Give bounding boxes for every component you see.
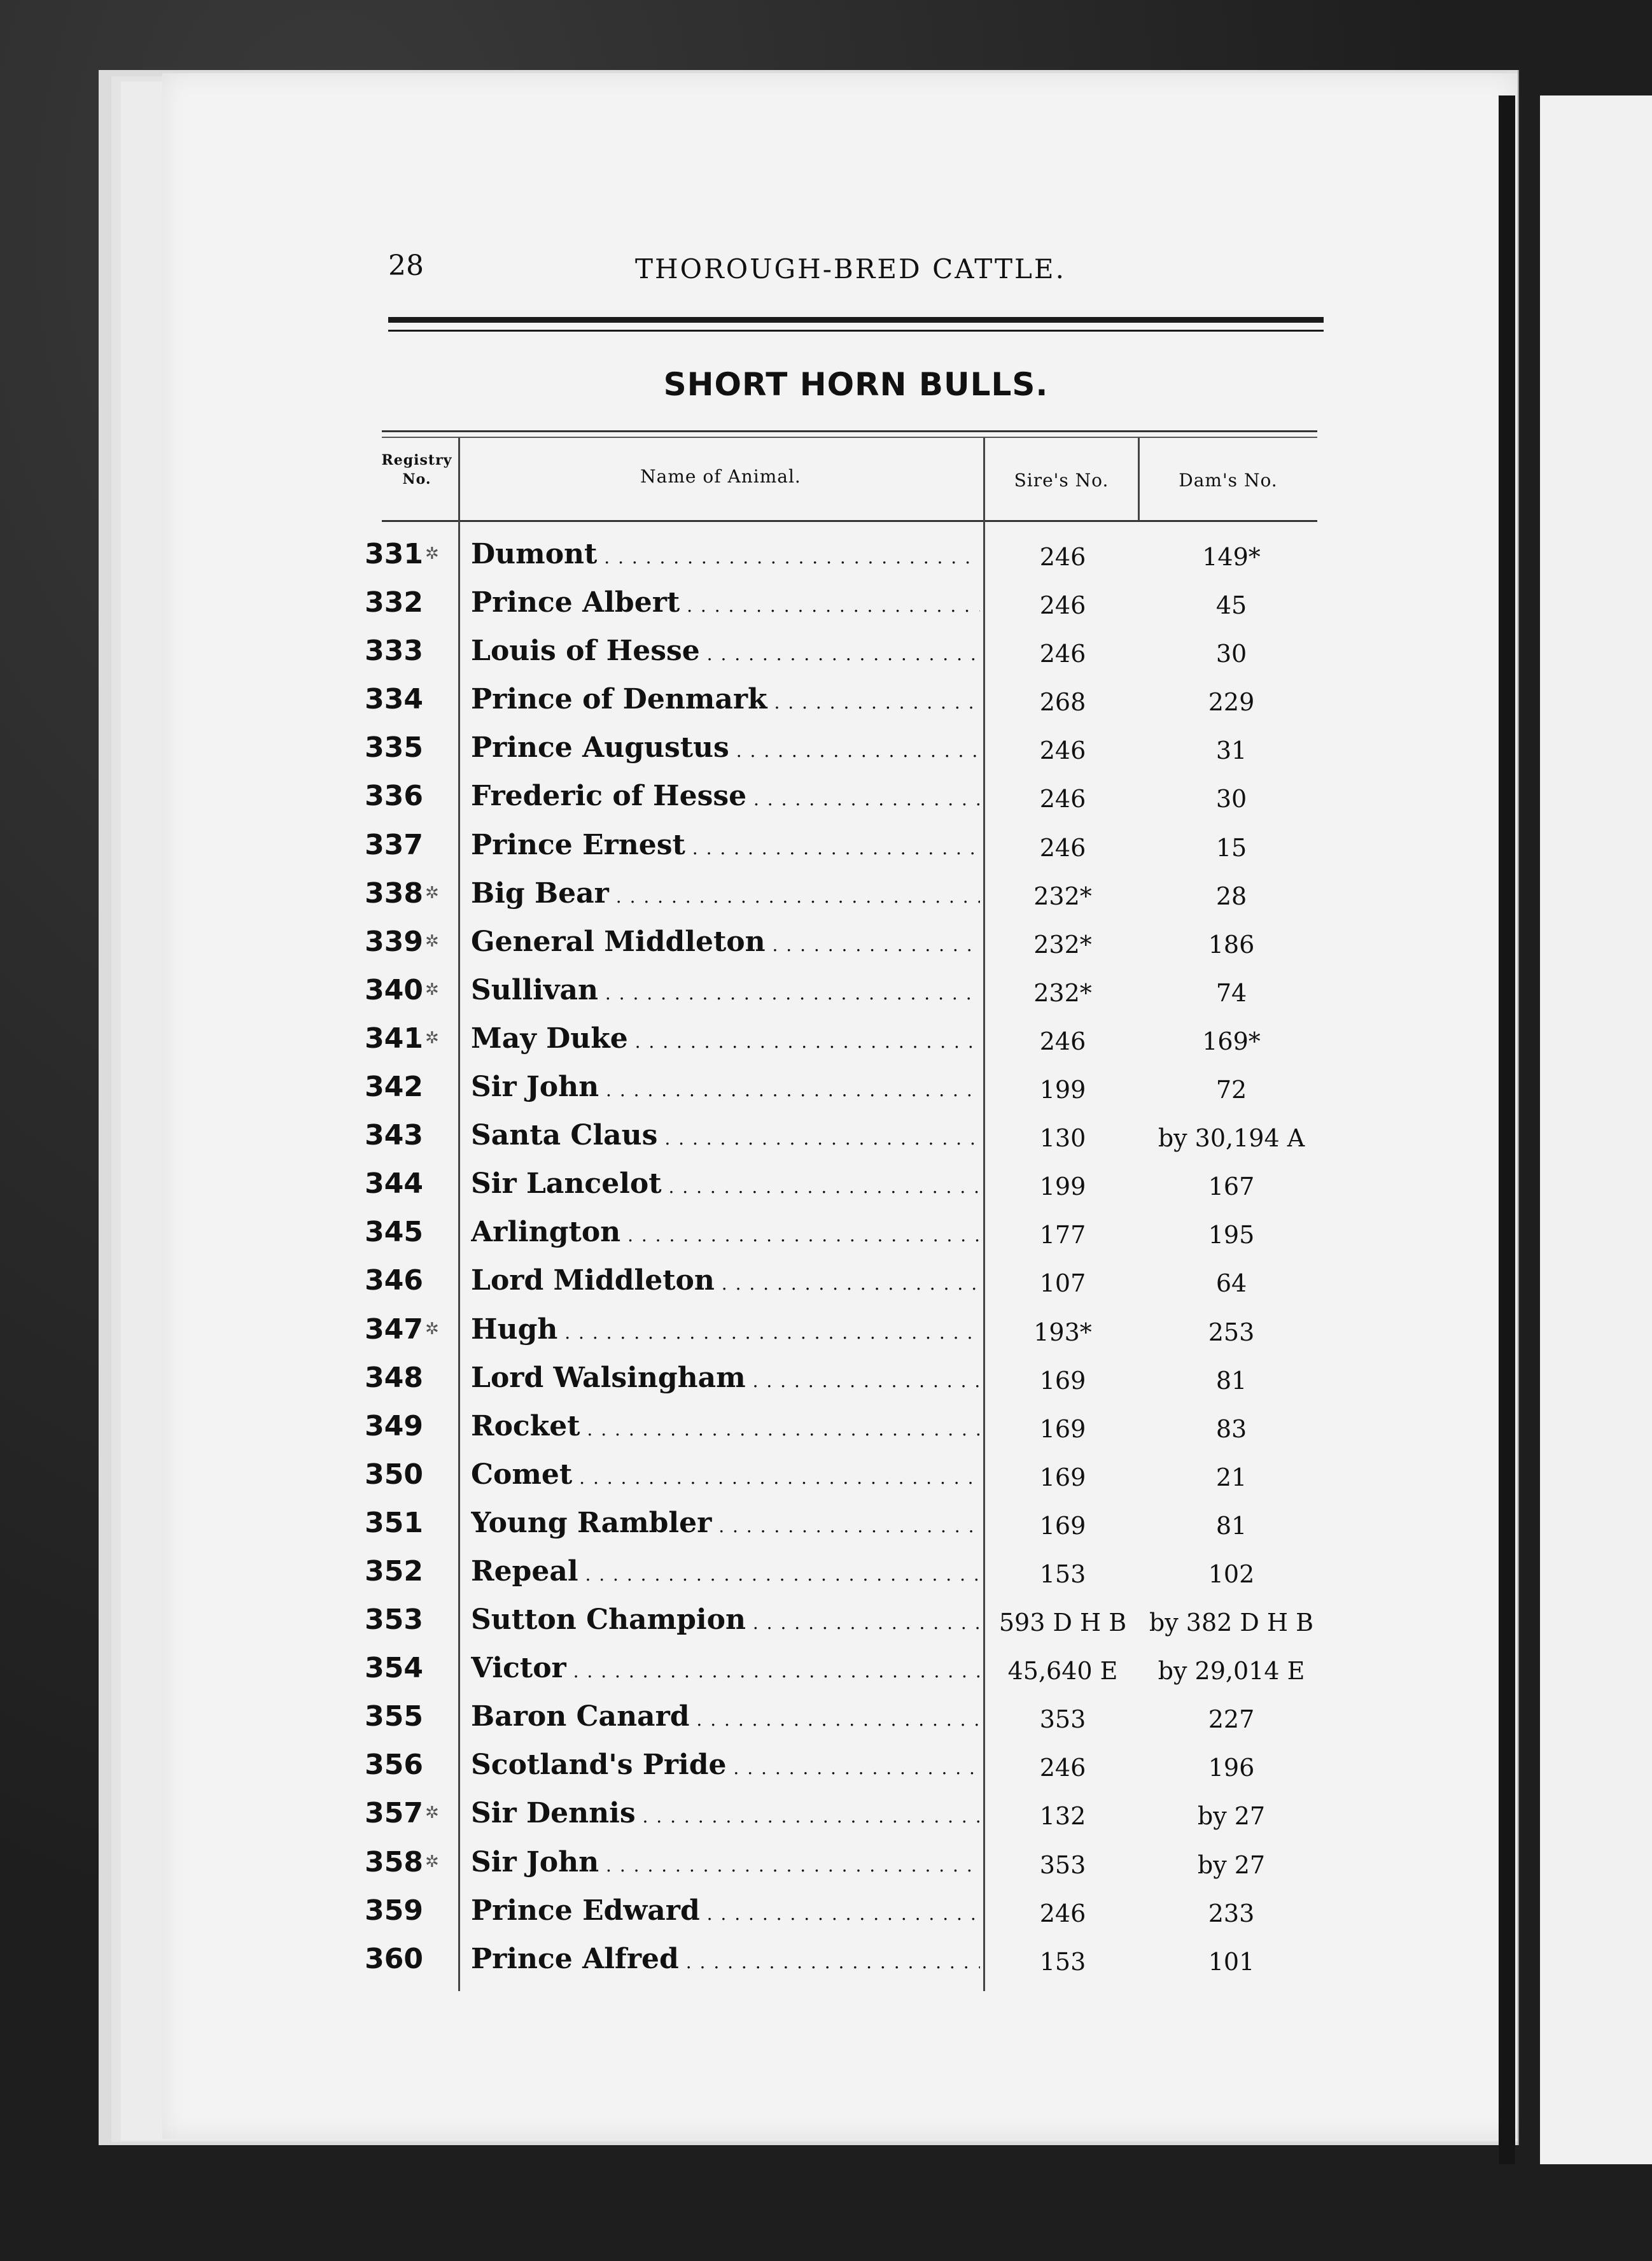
- table-row: [356, 1216, 1324, 1264]
- animal-name: Hugh . . .: [471, 1313, 980, 1346]
- animal-name: Dumont . . .: [471, 538, 980, 570]
- dam-number: 195: [1208, 1221, 1255, 1250]
- imported-mark: ✲: [425, 883, 439, 903]
- registry-number: 350: [365, 1458, 423, 1491]
- column-header-sire: Sire's No.: [1014, 470, 1109, 491]
- dam-number: 64: [1215, 1269, 1247, 1298]
- sire-number: 199: [1039, 1173, 1086, 1201]
- registry-number: 336: [365, 780, 423, 813]
- dam-number: 30: [1215, 640, 1247, 668]
- sire-number: 45,640 E: [1007, 1657, 1118, 1686]
- sire-number: 246: [1039, 640, 1086, 668]
- dam-number: 101: [1208, 1947, 1255, 1976]
- table-row: [356, 1603, 1324, 1652]
- dam-number: 169*: [1202, 1027, 1261, 1055]
- dam-number: 83: [1215, 1414, 1247, 1443]
- dam-number: 233: [1208, 1899, 1255, 1927]
- page-header: [388, 250, 1324, 288]
- registry-number: 346: [365, 1264, 423, 1297]
- animal-name: Frederic of Hesse . . .: [471, 780, 980, 812]
- dam-number: by 27: [1197, 1850, 1266, 1879]
- sire-number: 246: [1039, 1899, 1086, 1927]
- header-rule-thick: [388, 317, 1324, 323]
- dam-number: 196: [1208, 1754, 1255, 1782]
- registry-number: 341: [365, 1022, 423, 1055]
- registry-number: 342: [365, 1071, 423, 1104]
- imported-mark: ✲: [425, 544, 439, 563]
- imported-mark: ✲: [425, 931, 439, 951]
- registry-number: 359: [365, 1894, 423, 1927]
- animal-name: Sutton Champion . . .: [471, 1603, 980, 1636]
- header-rule-thin: [388, 330, 1324, 332]
- page-number: 28: [388, 250, 424, 282]
- sire-number: 199: [1039, 1076, 1086, 1104]
- registry-number: 347: [365, 1313, 423, 1346]
- dam-number: 186: [1208, 930, 1255, 959]
- dam-number: 253: [1208, 1318, 1255, 1346]
- registry-number: 345: [365, 1216, 423, 1249]
- sire-number: 177: [1039, 1221, 1086, 1250]
- animal-name: Sir Dennis . . .: [471, 1797, 980, 1829]
- sire-number: 169: [1039, 1414, 1086, 1443]
- section-title: SHORT HORN BULLS.: [663, 366, 1049, 403]
- table-row: [356, 1458, 1324, 1507]
- table-row: [356, 877, 1324, 926]
- registry-number: 333: [365, 635, 423, 668]
- animal-name: Comet . . .: [471, 1458, 980, 1491]
- table-top-rule: [382, 430, 1317, 432]
- imported-mark: ✲: [425, 1028, 439, 1048]
- imported-mark: ✲: [425, 1319, 439, 1339]
- dam-number: 72: [1215, 1076, 1247, 1104]
- dam-number: 149*: [1202, 543, 1261, 571]
- dam-number: 227: [1208, 1705, 1255, 1734]
- imported-mark: ✲: [425, 1803, 439, 1823]
- table-row: [356, 586, 1324, 635]
- registry-number: 348: [365, 1361, 423, 1394]
- bulls-table-body: [356, 538, 1324, 1991]
- table-row: [356, 829, 1324, 877]
- animal-name: Prince Edward . . .: [471, 1894, 980, 1927]
- animal-name: Arlington . . .: [471, 1216, 980, 1248]
- animal-name: Sullivan . . .: [471, 974, 980, 1006]
- imported-mark: ✲: [425, 980, 439, 999]
- animal-name: Prince Ernest . . .: [471, 829, 980, 861]
- table-row: [356, 1022, 1324, 1071]
- sire-number: 246: [1039, 1754, 1086, 1782]
- registry-number: 354: [365, 1652, 423, 1685]
- table-row: [356, 974, 1324, 1022]
- animal-name: Santa Claus . . .: [471, 1119, 980, 1152]
- sire-number: 153: [1039, 1560, 1086, 1588]
- table-row: [356, 1313, 1324, 1362]
- table-row: [356, 1119, 1324, 1167]
- column-header-name: Name of Animal.: [640, 466, 801, 487]
- animal-name: Scotland's Pride . . .: [471, 1749, 980, 1781]
- dam-number: 45: [1215, 591, 1247, 620]
- dam-number: 28: [1215, 882, 1247, 910]
- sire-number: 232*: [1033, 978, 1092, 1007]
- dam-number: 31: [1215, 736, 1247, 765]
- sire-number: 169: [1039, 1366, 1086, 1395]
- registry-number: 339: [365, 925, 423, 958]
- dam-number: 74: [1215, 978, 1247, 1007]
- table-row: [356, 1507, 1324, 1555]
- sire-number: 268: [1039, 688, 1086, 717]
- table-row: [356, 1943, 1324, 1991]
- registry-number: 332: [365, 586, 423, 619]
- sire-number: 232*: [1033, 882, 1092, 910]
- table-row: [356, 1362, 1324, 1410]
- registry-number: 357: [365, 1797, 423, 1830]
- animal-name: Baron Canard . . .: [471, 1700, 980, 1733]
- sire-number: 246: [1039, 833, 1086, 862]
- animal-name: Prince Albert . . .: [471, 586, 980, 619]
- table-row: [356, 1167, 1324, 1216]
- animal-name: Sir John . . .: [471, 1071, 980, 1103]
- animal-name: Repeal . . .: [471, 1555, 980, 1588]
- facing-page: [1540, 95, 1652, 2164]
- registry-number: 343: [365, 1119, 423, 1152]
- animal-name: Victor . . .: [471, 1652, 980, 1684]
- table-top-rule: [382, 437, 1317, 438]
- sire-number: 353: [1039, 1705, 1086, 1734]
- dam-number: 102: [1208, 1560, 1255, 1588]
- sire-number: 132: [1039, 1802, 1086, 1831]
- registry-number: 344: [365, 1167, 423, 1201]
- animal-name: May Duke . . .: [471, 1022, 980, 1055]
- sire-number: 246: [1039, 736, 1086, 765]
- dam-number: 81: [1215, 1511, 1247, 1540]
- registry-number: 356: [365, 1749, 423, 1782]
- dam-number: by 27: [1197, 1802, 1266, 1831]
- animal-name: Prince Augustus . . .: [471, 731, 980, 764]
- table-row: [356, 538, 1324, 586]
- dam-number: by 29,014 E: [1158, 1657, 1305, 1686]
- animal-name: Rocket . . .: [471, 1410, 980, 1442]
- registry-number: 360: [365, 1942, 423, 1975]
- sire-number: 107: [1039, 1269, 1086, 1298]
- dam-number: 229: [1208, 688, 1255, 717]
- table-row: [356, 1264, 1324, 1313]
- registry-number: 331: [365, 538, 423, 570]
- dam-number: by 30,194 A: [1158, 1124, 1305, 1153]
- book-spine: [1499, 95, 1515, 2164]
- sire-number: 353: [1039, 1850, 1086, 1879]
- registry-number: 351: [365, 1506, 423, 1539]
- dam-number: 30: [1215, 785, 1247, 814]
- table-row: [356, 1555, 1324, 1603]
- animal-name: Prince Alfred . . .: [471, 1943, 980, 1975]
- table-row: [356, 635, 1324, 683]
- registry-number: 338: [365, 877, 423, 910]
- registry-number: 337: [365, 828, 423, 861]
- table-header-rule: [382, 520, 1317, 522]
- animal-name: Big Bear . . .: [471, 877, 980, 910]
- table-row: [356, 1071, 1324, 1119]
- running-title: THOROUGH-BRED CATTLE.: [635, 253, 1066, 285]
- registry-number: 355: [365, 1700, 423, 1733]
- registry-number: 352: [365, 1554, 423, 1588]
- table-row: [356, 1410, 1324, 1458]
- dam-number: 81: [1215, 1366, 1247, 1395]
- column-header-registry: Registry No.: [381, 452, 452, 488]
- sire-number: 246: [1039, 591, 1086, 620]
- registry-number: 340: [365, 973, 423, 1006]
- sire-number: 130: [1039, 1124, 1086, 1153]
- table-row: [356, 1846, 1324, 1894]
- sire-number: 593 D H B: [998, 1609, 1127, 1637]
- sire-number: 193*: [1033, 1318, 1092, 1346]
- registry-number: 358: [365, 1845, 423, 1878]
- table-row: [356, 1797, 1324, 1845]
- table-row: [356, 926, 1324, 974]
- registry-number: 335: [365, 731, 423, 764]
- dam-number: 15: [1215, 833, 1247, 862]
- animal-name: Louis of Hesse . . .: [471, 635, 980, 667]
- dam-number: 167: [1208, 1173, 1255, 1201]
- animal-name: Lord Walsingham . . .: [471, 1362, 980, 1394]
- sire-number: 153: [1039, 1947, 1086, 1976]
- registry-number: 353: [365, 1603, 423, 1637]
- sire-number: 232*: [1033, 930, 1092, 959]
- dam-number: 21: [1215, 1463, 1247, 1491]
- dam-number: by 382 D H B: [1149, 1609, 1314, 1637]
- registry-number: 349: [365, 1409, 423, 1442]
- table-row: [356, 1700, 1324, 1749]
- sire-number: 246: [1039, 543, 1086, 571]
- table-row: [356, 731, 1324, 780]
- registry-number: 334: [365, 683, 423, 716]
- animal-name: Young Rambler . . .: [471, 1507, 980, 1539]
- table-row: [356, 1749, 1324, 1797]
- animal-name: Sir Lancelot . . .: [471, 1167, 980, 1200]
- column-header-dam: Dam's No.: [1179, 470, 1278, 491]
- animal-name: General Middleton . . .: [471, 926, 980, 958]
- table-row: [356, 1894, 1324, 1943]
- table-row: [356, 780, 1324, 828]
- sire-number: 246: [1039, 785, 1086, 814]
- table-row: [356, 1652, 1324, 1700]
- sire-number: 246: [1039, 1027, 1086, 1055]
- table-row: [356, 683, 1324, 731]
- sire-number: 169: [1039, 1511, 1086, 1540]
- animal-name: Prince of Denmark . . .: [471, 683, 980, 715]
- imported-mark: ✲: [425, 1852, 439, 1871]
- animal-name: Lord Middleton . . .: [471, 1264, 980, 1297]
- animal-name: Sir John . . .: [471, 1846, 980, 1878]
- sire-number: 169: [1039, 1463, 1086, 1491]
